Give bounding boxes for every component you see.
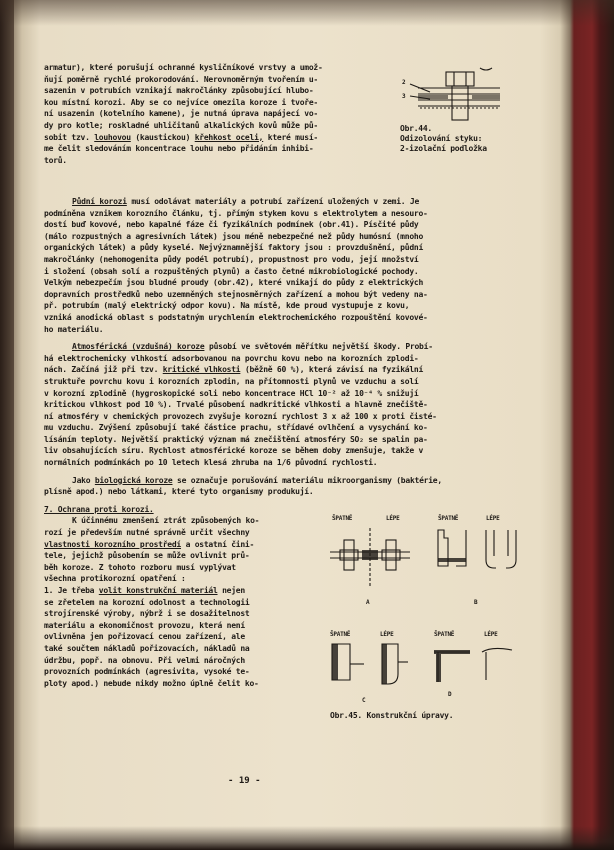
page-body: [44, 62, 526, 720]
atmospheric-corrosion-paragraph: [44, 341, 526, 469]
construction-modifications-drawing: [326, 512, 526, 724]
underlined-term: vlastnosti korozního prostředí: [44, 539, 181, 549]
text-line: tele, jejichž působením se může ovlivnit prů-: [44, 551, 250, 561]
text-line: armatur), které porušují ochranné kysličníkové vrstvy a umož-: [44, 63, 323, 72]
text-line: ploty apod.) nebude nikdy možno úplně čelit ko-: [44, 678, 259, 688]
intro-block: [44, 62, 526, 190]
figure-caption: Obr.44.: [400, 124, 432, 133]
text-line: údržbu, popř. na obnovu. Při velmi náročných: [44, 655, 245, 665]
section-heading: 7. Ochrana proti korozi.: [44, 504, 154, 514]
label-wrong: ŠPATNĚ: [434, 630, 455, 638]
page-number: - 19 -: [228, 776, 261, 786]
text-line: Velkým nebezpečím jsou bludné proudy (obr.42), které vnikají do půdy z elektrických: [44, 278, 424, 288]
underlined-term: volit konstrukční materiál: [98, 586, 218, 595]
text-span: které musí-: [263, 132, 318, 142]
figure-label: A: [366, 598, 370, 606]
text-span: a ostatní čini-: [181, 539, 255, 549]
text-line: i složení (obsah solí a rozpuštěných plynů) a často četné mikrobiologické pochody.: [44, 266, 419, 276]
text-line: [44, 364, 526, 376]
text-line: lísáním teploty. Největší praktický význam má znečištění atmosféry SO₂ se spalin pa-: [44, 434, 428, 444]
label-better: LÉPE: [484, 630, 498, 638]
text-line: kou místní korozi. Aby se co nejvíce omezila koroze i tvoře-: [44, 97, 318, 107]
label-wrong: ŠPATNĚ: [330, 630, 351, 638]
text-span: nejen: [217, 586, 245, 595]
label-wrong: ŠPATNĚ: [438, 514, 459, 522]
text-line: [44, 475, 526, 487]
biological-corrosion-paragraph: [44, 475, 526, 498]
text-line: plísně apod.) nebo látkami, které tyto organismy produkují.: [44, 487, 314, 497]
text-line: ní usazenin (kotelního kamene), je nutná úprava napájecí vo-: [44, 109, 318, 119]
intro-paragraph: [44, 62, 374, 166]
text-line: K účinnému zmenšení ztrát způsobených ko-: [72, 516, 260, 526]
figure-44: [400, 62, 520, 154]
text-line: kritickou vlhkost pod 10 %). Trvalé působení nadkritické vlhkosti a hlavně znečiště-: [44, 400, 428, 410]
underlined-term: louhovou: [94, 132, 131, 142]
label-wrong: ŠPATNĚ: [332, 514, 353, 522]
insulated-joint-drawing: [400, 62, 520, 124]
figure-label: D: [448, 690, 452, 698]
text-line: [44, 539, 314, 551]
text-line: podmíněna vznikem korozního článku, tj. přímým stykem kovu s elektrolytem a nesouro-: [44, 208, 428, 218]
text-line: me čelit sledováním koncentrace louhu nebo přidáním inhibi-: [44, 144, 314, 154]
text-span: 1. Je třeba: [44, 586, 99, 595]
text-line: provozních podmínkách (agresivita, vysoké te-: [44, 667, 250, 677]
figure-label: C: [362, 696, 366, 704]
text-line: mu vzduchu. Zvýšení způsobují také částice prachu, střídavé ovlhčení a vysychání ko-: [44, 423, 428, 433]
text-line: materiálu a ekonomičnost provozu, která není: [44, 620, 245, 630]
text-span: Jako: [72, 475, 95, 485]
text-line: dy pro kotle; roskladné uhličitanů alkalických kovů může pů-: [44, 120, 318, 130]
text-line: v korozní zplodině (hygroskopické soli nebo koncentrace HCl 10⁻² až 10⁻⁴ % snižují: [44, 388, 419, 398]
text-line: dopravních prostředků nebo uzemněných stejnosměrných zařízení a mohou být vedeny na-: [44, 289, 428, 299]
text-line: [44, 341, 526, 353]
text-line: [44, 196, 526, 208]
underlined-term: křehkost oceli,: [194, 132, 264, 142]
figure-caption: Odizolování styku:: [400, 134, 483, 143]
label-better: LÉPE: [386, 514, 400, 522]
text-line: liv obsahujících síru. Rychlost atmosférické koroze se během doby zmenšuje, takže v: [44, 446, 424, 456]
section-7-text: [44, 515, 314, 689]
figure-label: 2: [402, 79, 406, 86]
text-line: organických látek) a půdy kyselé. Nejvýznamnější faktory jsou : provzdušnění, půdní: [44, 243, 424, 253]
text-span: (kaustickou): [130, 132, 195, 142]
figure-caption: Obr.45. Konstrukční úpravy.: [330, 710, 454, 720]
soil-corrosion-paragraph: [44, 196, 526, 335]
text-line: běh koroze. Z tohoto rozboru musí vyplývat: [44, 562, 236, 572]
text-line: př. potrubím (malý elektrický odpor kovu). Na místě, kde proud vystupuje z kovu,: [44, 301, 410, 311]
figure-45: [326, 512, 526, 728]
text-span: nách. Začíná již při tzv.: [44, 365, 163, 375]
text-line: dostí buď kovové, nebo kapalné fáze či fyzikálních podmínek (obr.41). Písčité půdy: [44, 220, 419, 230]
text-line: (málo rozpustných a agresivních látek) jsou méně nebezpečné než půdy humósní (mnoho: [44, 231, 424, 241]
underlined-term: Půdní korozi: [72, 197, 127, 206]
text-span: sobit tzv.: [44, 132, 95, 142]
text-line: [44, 132, 374, 144]
top-shadow: [0, 0, 614, 26]
text-line: všechna protikorozní opatření :: [44, 574, 186, 584]
underlined-term: Atmosférická (vzdušná) koroze: [72, 342, 205, 352]
underlined-term: biologická koroze: [94, 475, 173, 485]
underlined-term: kritické vlhkosti: [162, 365, 241, 375]
figure-label: B: [474, 598, 478, 606]
text-line: struktuře povrchu kovu i korozních zplodin, na přítomnosti plynů ve vzduchu a solí: [44, 376, 419, 386]
text-span: (běžně 60 %), která závisí na fyzikální: [240, 365, 424, 375]
text-line: rozí je především nutné správně určit všechny: [44, 528, 250, 538]
figure-label: 3: [402, 93, 406, 100]
text-line: vzniká anodická oblast s podstatným urychlením elektrochemického rozpouštění kovové-: [44, 312, 428, 322]
text-line: torů.: [44, 155, 67, 165]
text-line: se zřetelem na korozní odolnost a technologii: [44, 597, 250, 607]
text-line: také součtem nákladů pořizovacích, nákladů na: [44, 643, 250, 653]
text-line: há elektrochemicky vlhkostí adsorbovanou na povrchu kovu nebo na korozních zplodi-: [44, 353, 419, 363]
text-line: strojírenské výroby, nýbrž i se dosažitelnost: [44, 609, 250, 619]
text-span: působí ve světovém měřítku největší škody. Probí-: [204, 342, 433, 352]
label-better: LÉPE: [380, 630, 394, 638]
label-better: LÉPE: [486, 514, 500, 522]
figure-caption: 2-izolační podložka: [400, 144, 487, 153]
bottom-shadow: [0, 826, 614, 850]
text-line: ní atmosféry v chemických provozech zvyšuje korozní rychlost 3 x až 100 x proti čisté-: [44, 411, 437, 421]
text-line: sazenin v potrubích vznikají makročlánky způsobující hlubo-: [44, 86, 314, 96]
section-7: [44, 504, 526, 720]
text-line: ňují poměrně rychlé prokorodování. Nerovnoměrným tvořením u-: [44, 74, 318, 84]
text-line: normálních podmínkách po 10 letech klesá zhruba na 1/6 původní rychlosti.: [44, 458, 378, 468]
text-line: ovlivněna jen pořizovací cenou zařízení, ale: [44, 632, 245, 642]
book-spine: [0, 0, 14, 850]
text-span: musí odolávat materiály a potrubí zařízení uložených v zemi. Je: [126, 197, 420, 206]
text-span: se označuje porušování materiálu mikroorganismy (baktérie,: [172, 475, 442, 485]
text-line: [44, 585, 314, 597]
text-line: ho materiálu.: [44, 324, 104, 334]
text-line: makročlánky (nehomogenita půdy podél potrubí), propustnost pro vodu, její množství: [44, 254, 419, 264]
